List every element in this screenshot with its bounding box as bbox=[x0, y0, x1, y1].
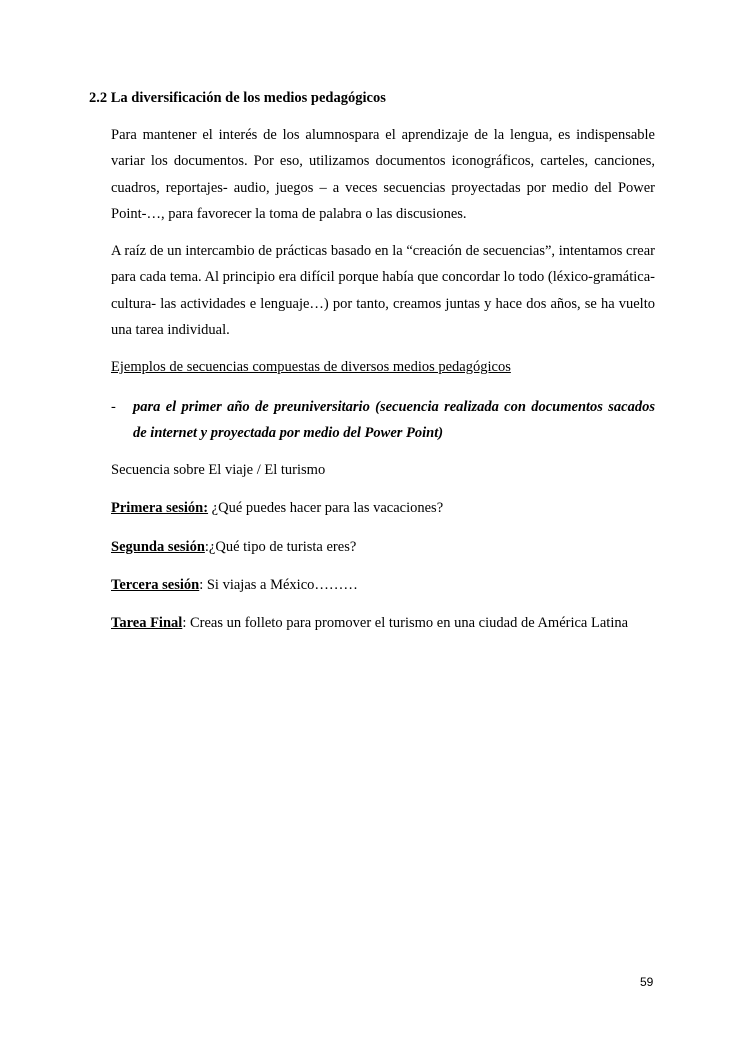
session-text-2: :¿Qué tipo de turista eres? bbox=[204, 539, 357, 555]
section-title: 2.2 La diversificación de los medios pedagógicos bbox=[89, 90, 386, 106]
session-text-3: : Si viajas a México……… bbox=[199, 577, 358, 593]
session-label-2: Segunda sesión bbox=[111, 539, 205, 555]
session-label-1: Primera sesión: bbox=[111, 500, 209, 516]
session-line-2 bbox=[111, 537, 356, 557]
bullet-text: para el primer año de preuniversitario (secuencia realizada con documentos sacados de internet y proyectada por medio del Power Point) bbox=[133, 399, 655, 442]
paragraph-sequences: A raíz de un intercambio de prácticas basado en la “creación de secuencias”, intentamos crear para cada tema. Al principio era difícil porque había que concordar lo todo (léxico-gramática- cultura- las actividades e lenguaje…) por tanto, creamos juntas y hace dos años, se ha vuelto una tarea individual. bbox=[111, 243, 655, 338]
session-text-1: ¿Qué puedes hacer para las vacaciones? bbox=[208, 500, 444, 516]
session-line-3 bbox=[111, 575, 358, 595]
bullet-item bbox=[111, 394, 655, 447]
final-task-text: : Creas un folleto para promover el turismo en una ciudad de América Latina bbox=[182, 615, 629, 631]
final-task-line bbox=[111, 613, 628, 633]
examples-heading: Ejemplos de secuencias compuestas de diversos medios pedagógicos bbox=[111, 359, 511, 375]
page-number: 59 bbox=[640, 975, 654, 989]
sequence-title: Secuencia sobre El viaje / El turismo bbox=[111, 462, 326, 478]
session-label-3: Tercera sesión bbox=[111, 577, 200, 593]
paragraph-intro: Para mantener el interés de los alumnospara el aprendizaje de la lengua, es indispensable variar los documentos. Por eso, utilizamos documentos iconográficos, carteles, canciones, cuadros, reportajes- audio, juegos – a veces secuencias proyectadas por medio del Power Point-…, para favorecer la toma de palabra o las discusiones. bbox=[111, 127, 655, 222]
bullet-dash: - bbox=[111, 399, 116, 415]
session-line-1 bbox=[111, 498, 443, 518]
final-task-label: Tarea Final bbox=[111, 615, 183, 631]
